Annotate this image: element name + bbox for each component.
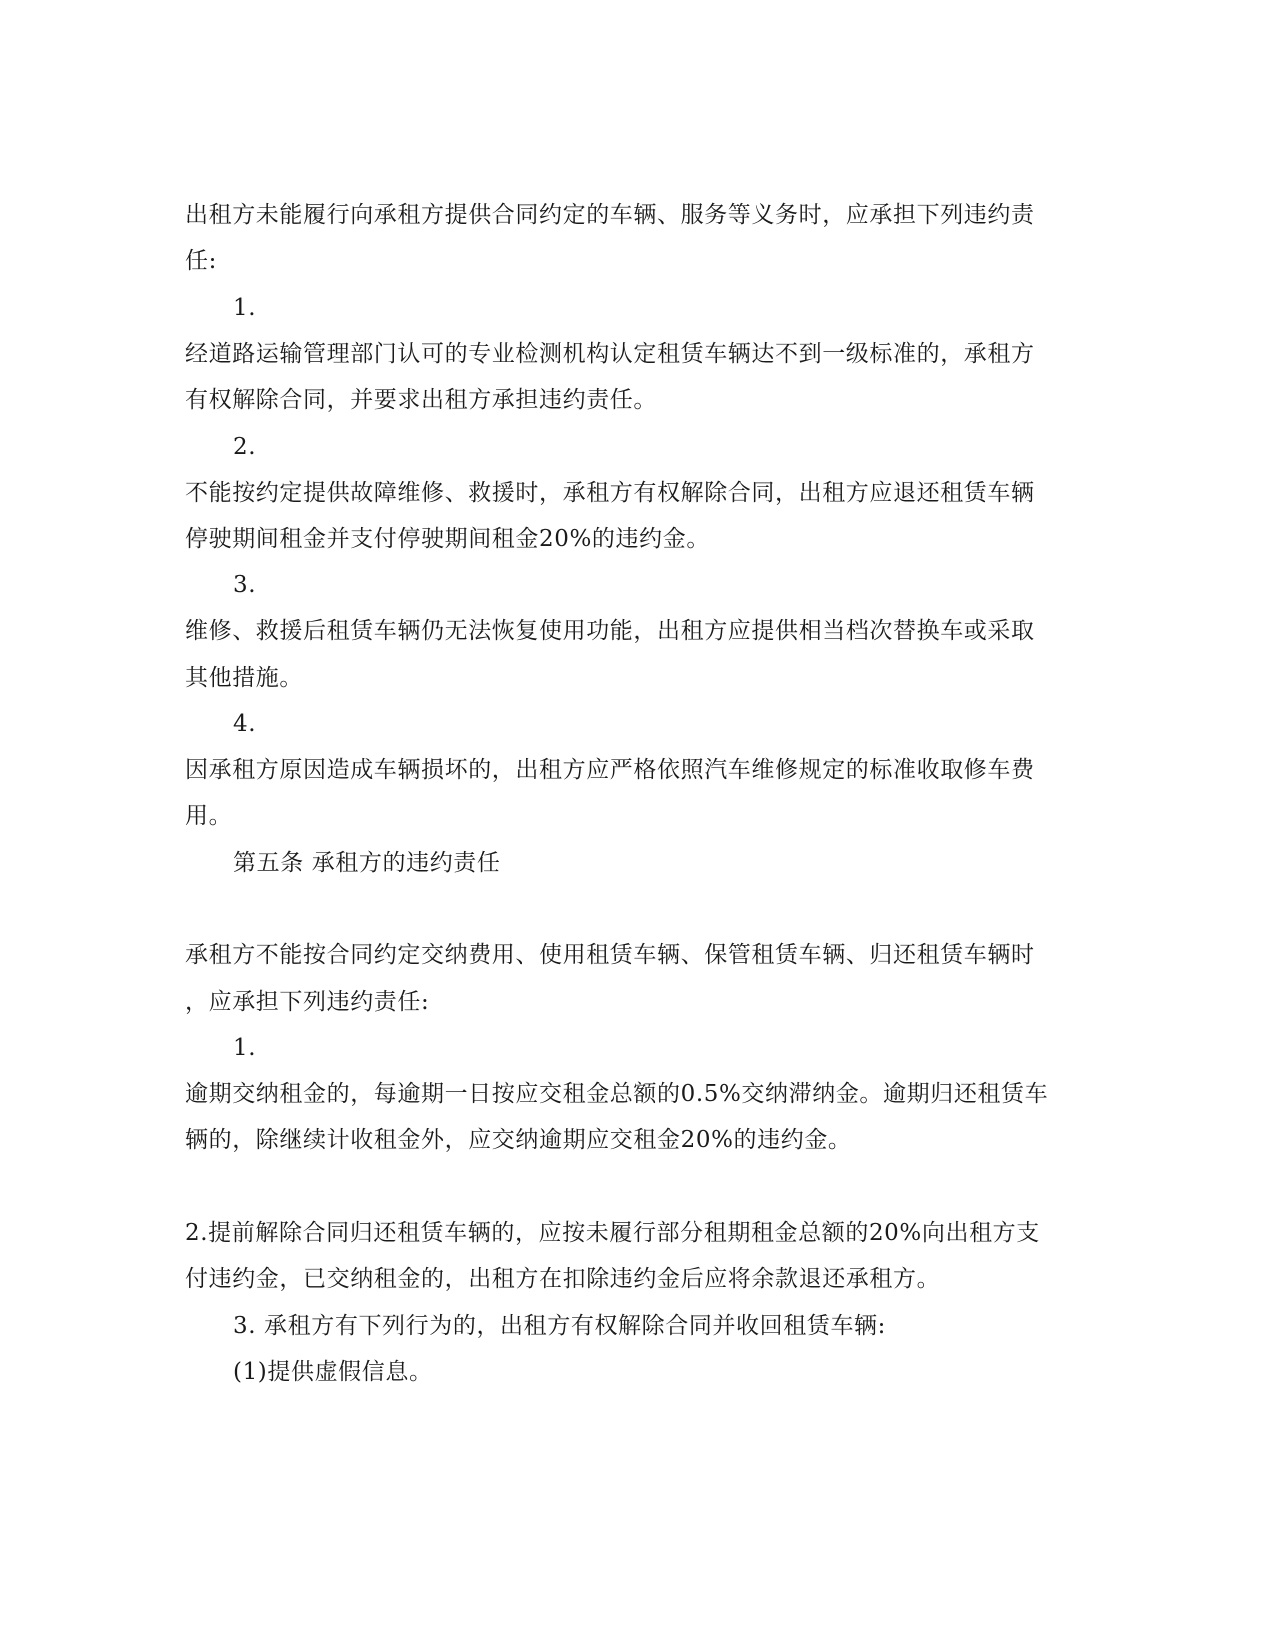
paragraph-line: 任: [185, 248, 217, 274]
list-number: 3. [233, 572, 257, 598]
list-item-line: 因承租方原因造成车辆损坏的，出租方应严格依照汽车维修规定的标准收取修车费 [185, 757, 1035, 783]
list-item-line: 付违约金，已交纳租金的，出租方在扣除违约金后应将余款退还承租方。 [185, 1266, 941, 1292]
list-item-line: 有权解除合同，并要求出租方承担违约责任。 [185, 387, 657, 413]
list-item-line: 停驶期间租金并支付停驶期间租金20%的违约金。 [185, 526, 710, 552]
list-item-line: 其他措施。 [185, 665, 303, 691]
article-heading: 第五条 承租方的违约责任 [233, 850, 501, 876]
list-number: 2. [233, 434, 257, 460]
list-number: 4. [233, 711, 257, 737]
list-number: 1. [233, 295, 257, 321]
sub-item-line: (1)提供虚假信息。 [233, 1359, 433, 1385]
list-item-line: 用。 [185, 803, 233, 829]
list-item-line: 经道路运输管理部门认可的专业检测机构认定租赁车辆达不到一级标准的，承租方 [185, 341, 1035, 367]
paragraph-line: ，应承担下列违约责任: [185, 989, 430, 1015]
paragraph-line: 承租方不能按合同约定交纳费用、使用租赁车辆、保管租赁车辆、归还租赁车辆时 [185, 942, 1035, 968]
list-item-line: 3. 承租方有下列行为的，出租方有权解除合同并收回租赁车辆: [233, 1313, 887, 1339]
list-item-line: 不能按约定提供故障维修、救援时，承租方有权解除合同，出租方应退还租赁车辆 [185, 480, 1035, 506]
list-item-line: 2.提前解除合同归还租赁车辆的，应按未履行部分租期租金总额的20%向出租方支 [185, 1220, 1040, 1246]
list-item-line: 逾期交纳租金的，每逾期一日按应交租金总额的0.5%交纳滞纳金。逾期归还租赁车 [185, 1081, 1049, 1107]
list-item-line: 辆的，除继续计收租金外，应交纳逾期应交租金20%的违约金。 [185, 1127, 852, 1153]
list-item-line: 维修、救援后租赁车辆仍无法恢复使用功能，出租方应提供相当档次替换车或采取 [185, 618, 1035, 644]
paragraph-line: 出租方未能履行向承租方提供合同约定的车辆、服务等义务时，应承担下列违约责 [185, 202, 1035, 228]
list-number: 1. [233, 1035, 257, 1061]
